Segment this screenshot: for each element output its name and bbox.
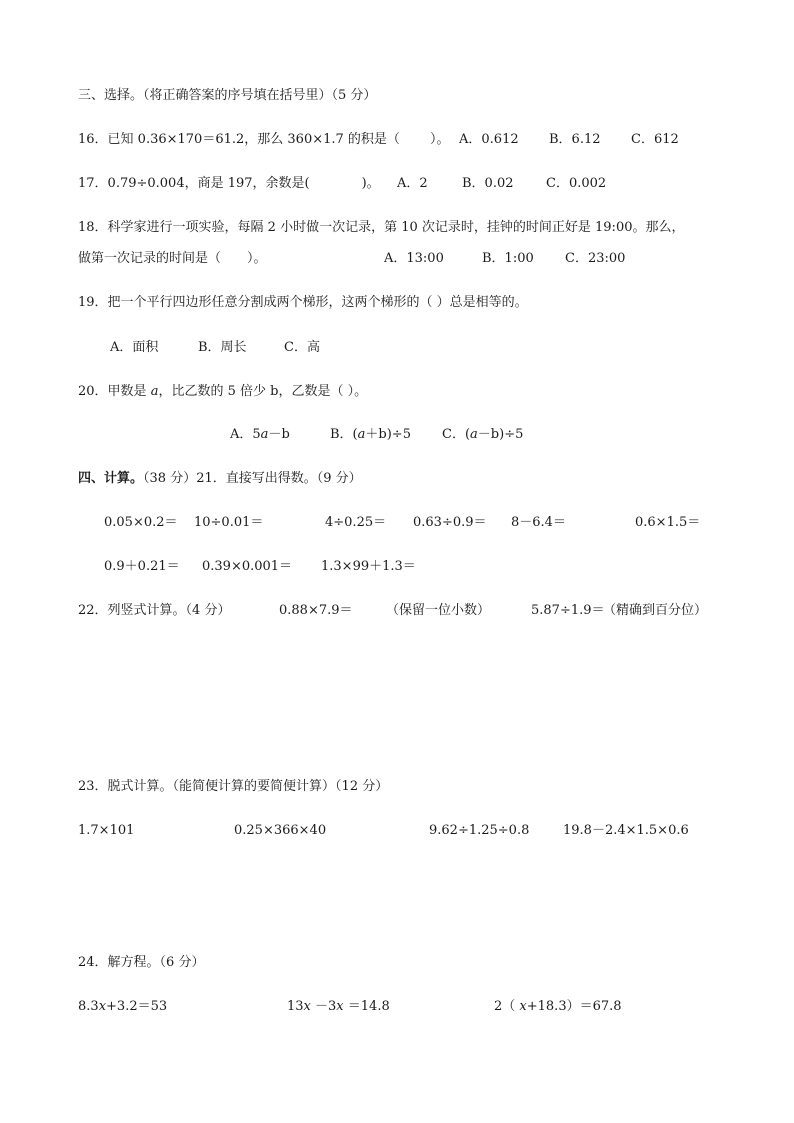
q21-row1-item: 0.6×1.5＝ bbox=[635, 515, 701, 530]
q20-option-a bbox=[230, 427, 290, 443]
q20-option-c-label: C．( bbox=[442, 427, 471, 442]
q22-problem-2: 5.87÷1.9＝ bbox=[531, 603, 605, 618]
q20-option-b bbox=[330, 427, 411, 443]
q16-option-a: A．0.612 bbox=[459, 132, 519, 147]
q20-option-c-rest: －b)÷5 bbox=[477, 427, 524, 442]
q22-note-2: （精确到百分位） bbox=[603, 603, 708, 618]
q24-e1-post: +3.2＝53 bbox=[106, 999, 168, 1014]
q18-line1: 18．科学家进行一项实验，每隔 2 小时做一次记录，第 10 次记录时，挂钟的时间正好是 19:00。那么， bbox=[78, 220, 685, 235]
q21-row2-item: 1.3×99＋1.3＝ bbox=[321, 559, 416, 574]
q20-option-a-var: a bbox=[260, 427, 269, 442]
q22-label: 22．列竖式计算。（4 分） bbox=[78, 603, 231, 618]
q24-e1-pre: 8.3 bbox=[78, 999, 99, 1014]
q20-option-c bbox=[442, 427, 523, 443]
q21-row1-item: 0.63÷0.9＝ bbox=[413, 515, 487, 530]
q24-label: 24．解方程。（6 分） bbox=[78, 955, 205, 970]
q21-row2-item: 0.39×0.001＝ bbox=[202, 559, 293, 574]
q18-option-a: A．13:00 bbox=[384, 251, 444, 266]
q21-row1-item: 10÷0.01＝ bbox=[194, 515, 264, 530]
q19-option-a: A．面积 bbox=[110, 340, 159, 355]
q24-e3-post: +18.3）＝67.8 bbox=[526, 999, 622, 1014]
q21-row1-item: 4÷0.25＝ bbox=[325, 515, 387, 530]
q23-item: 9.62÷1.25÷0.8 bbox=[429, 823, 530, 838]
q17-option-a: A．2 bbox=[397, 176, 428, 191]
q20-option-b-var: a bbox=[357, 427, 366, 442]
q23-label: 23．脱式计算。（能简便计算的要简便计算）（12 分） bbox=[78, 779, 389, 794]
q24-equation-2 bbox=[287, 999, 390, 1015]
q23-item: 1.7×101 bbox=[78, 823, 135, 838]
q23-item: 19.8－2.4×1.5×0.6 bbox=[563, 823, 689, 838]
q24-equation-1 bbox=[78, 999, 167, 1015]
q19-option-c: C．高 bbox=[284, 340, 320, 355]
q21-row2-item: 0.9＋0.21＝ bbox=[104, 559, 180, 574]
q20-stem-post: ，比乙数的 5 倍少 b，乙数是（ ）。 bbox=[158, 384, 368, 399]
q16-stem: 16．已知 0.36×170＝61.2，那么 360×1.7 的积是（ ）。 bbox=[78, 132, 450, 147]
q19-stem: 19．把一个平行四边形任意分割成两个梯形，这两个梯形的（ ）总是相等的。 bbox=[78, 295, 528, 310]
q24-equation-3 bbox=[494, 999, 622, 1015]
q24-e3-var: x bbox=[519, 999, 527, 1014]
q22-note-1: （保留一位小数） bbox=[386, 603, 491, 618]
q17-option-b: B．0.02 bbox=[462, 176, 514, 191]
q19-option-b: B．周长 bbox=[198, 340, 247, 355]
q20-option-a-rest: －b bbox=[268, 427, 290, 442]
section3-heading: 三、选择。（将正确答案的序号填在括号里）（5 分） bbox=[78, 88, 377, 103]
section4-heading-rest: （38 分）21．直接写出得数。（9 分） bbox=[143, 471, 362, 486]
section4-heading-bold: 四、计算。 bbox=[78, 471, 144, 486]
q17-option-c: C．0.002 bbox=[546, 176, 607, 191]
q20-var-a: a bbox=[150, 384, 159, 399]
q16-option-c: C．612 bbox=[631, 132, 679, 147]
q20-option-a-label: A．5 bbox=[230, 427, 261, 442]
q20-stem bbox=[78, 384, 367, 400]
q24-e2-mid: －3 bbox=[310, 999, 337, 1014]
q18-option-b: B．1:00 bbox=[482, 251, 534, 266]
section4-heading bbox=[78, 471, 362, 487]
q24-e2-post: ＝14.8 bbox=[343, 999, 390, 1014]
q23-item: 0.25×366×40 bbox=[234, 823, 327, 838]
q24-e2-var2: x bbox=[336, 999, 344, 1014]
q24-e3-pre: 2（ bbox=[494, 999, 520, 1014]
q24-e2-pre: 13 bbox=[287, 999, 304, 1014]
q22-problem-1: 0.88×7.9＝ bbox=[279, 603, 353, 618]
q24-e1-var: x bbox=[98, 999, 107, 1014]
q18-line2: 做第一次记录的时间是（ ）。 bbox=[78, 251, 267, 266]
q21-row1-item: 8－6.4＝ bbox=[511, 515, 566, 530]
q21-row1-item: 0.05×0.2＝ bbox=[104, 515, 178, 530]
q18-option-c: C．23:00 bbox=[565, 251, 626, 266]
q20-option-c-var: a bbox=[470, 427, 478, 442]
q20-stem-pre: 20．甲数是 bbox=[78, 384, 151, 399]
q17-stem: 17．0.79÷0.004，商是 197，余数是( )。 bbox=[78, 176, 380, 191]
q20-option-b-label: B．( bbox=[330, 427, 358, 442]
q20-option-b-rest: ＋b)÷5 bbox=[365, 427, 411, 442]
q16-option-b: B．6.12 bbox=[549, 132, 601, 147]
q24-e2-var1: x bbox=[303, 999, 311, 1014]
